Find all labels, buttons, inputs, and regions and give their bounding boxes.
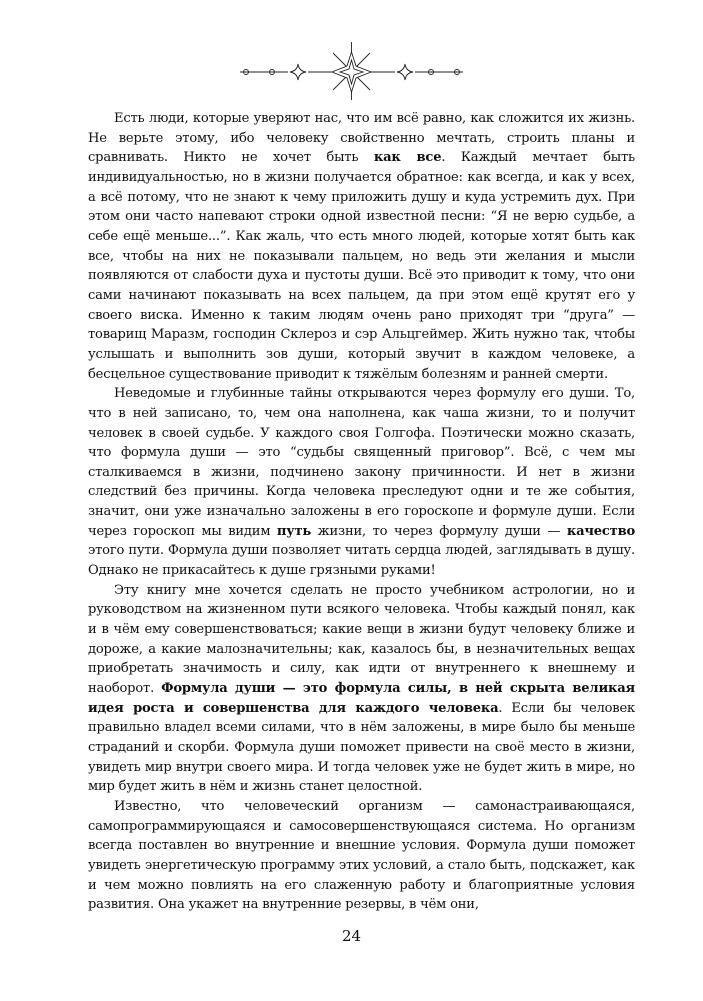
bold-text-run: качество xyxy=(566,523,635,539)
text-run: . Если бы человек правильно владел всеми силами, что в нём заложены, в мире было бы меньше страданий и скорби. Формула души поможет привести на своё место в жизни, увидеть мир внутри своего мира. И тогда человек уже не будет жить в мире, но мир будет жить в нём и жизнь станет целостной. xyxy=(88,700,635,795)
bold-text-run: как все xyxy=(373,150,442,166)
text-run: жизни, то через формулу души — xyxy=(311,523,567,539)
star-ornament-icon xyxy=(200,38,503,102)
paragraph xyxy=(88,384,635,581)
page-number: 24 xyxy=(341,927,362,945)
paragraph xyxy=(88,109,635,384)
paragraph xyxy=(88,581,635,797)
bold-text-run: Формула души — это формула силы, в ней скрыта великая идея роста и совершенства для каждого человека xyxy=(88,681,635,716)
bold-text-run: путь xyxy=(276,523,312,539)
text-run: этого пути. Формула души позволяет читать сердца людей, заглядывать в душу. Однако не прикасайтесь к душе грязными руками! xyxy=(88,543,635,579)
text-run: . Каждый мечтает быть индивидуальностью, но в жизни получается обратное: как всегда, и как у всех, а всё потому, что не знают к чему приложить душу и куда устремить дух. При этом они часто напевают строки одной известной песни: “Я не верю судьбе, а себе ещё меньше...”. Как жаль, что есть много людей, которые хотят быть как все, чтобы на них не показывали пальцем, но ведь эти желания и мысли появляются от слабости духа и пустоты души. Всё это приводит к тому, что они сами начинают показывать на всех пальцем, да при этом ещё крутят его у своего виска. Именно к таким людям очень рано приходят три “друга” — товарищ Маразм, господин Склероз и сэр Альцгеймер. Жить нужно так, чтобы услышать и выполнить зов души, который звучит в каждом человеке, а бесцельное существование приводит к тяжёлым болезням и ранней смерти. xyxy=(88,150,635,382)
text-run: Неведомые и глубинные тайны открываются через формулу его души. То, что в ней записано, то, чем она наполнена, как чаша жизни, то и получит человек в своей судьбе. У каждого своя Голгофа. Поэтически можно сказать, что формула души — это “судьбы священный приговор”. Всё, с чем мы сталкиваемся в жизни, подчинено закону причинности. И нет в жизни следствий без причины. Когда человека преследуют одни и те же события, значит, они уже изначально заложены в его гороскопе и формуле души. Если через гороскоп мы видим xyxy=(88,386,635,539)
text-run: Известно, что человеческий организм — самонастраивающаяся, самопрограммирующаяся и самосовершенствующаяся система. Но организм всегда поставлен во внутренние и внешние условия. Формула души поможет увидеть энергетическую программу этих условий, а стало быть, подскажет, как и чем можно повлиять на его слаженную работу и благоприятные условия развития. Она укажет на внутренние резервы, в чём они, xyxy=(88,798,635,913)
text-run: Эту книгу мне хочется сделать не просто учебником астрологии, но и руководством на жизненном пути всякого человека. Чтобы каждый понял, как и в чём ему совершенствоваться; какие вещи в жизни будут человеку ближе и дороже, а какие малозначительны; как, казалось бы, в незначительных вещах приобретать значимость и силу, как идти от внутреннего к внешнему и наоборот. xyxy=(88,582,635,697)
text-run: Есть люди, которые уверяют нас, что им всё равно, как сложится их жизнь. Не верьте этому, ибо человеку свойственно мечтать, строить планы и сравнивать. Никто не хочет быть xyxy=(88,111,635,166)
paragraph xyxy=(88,797,635,915)
body-text xyxy=(88,109,635,915)
